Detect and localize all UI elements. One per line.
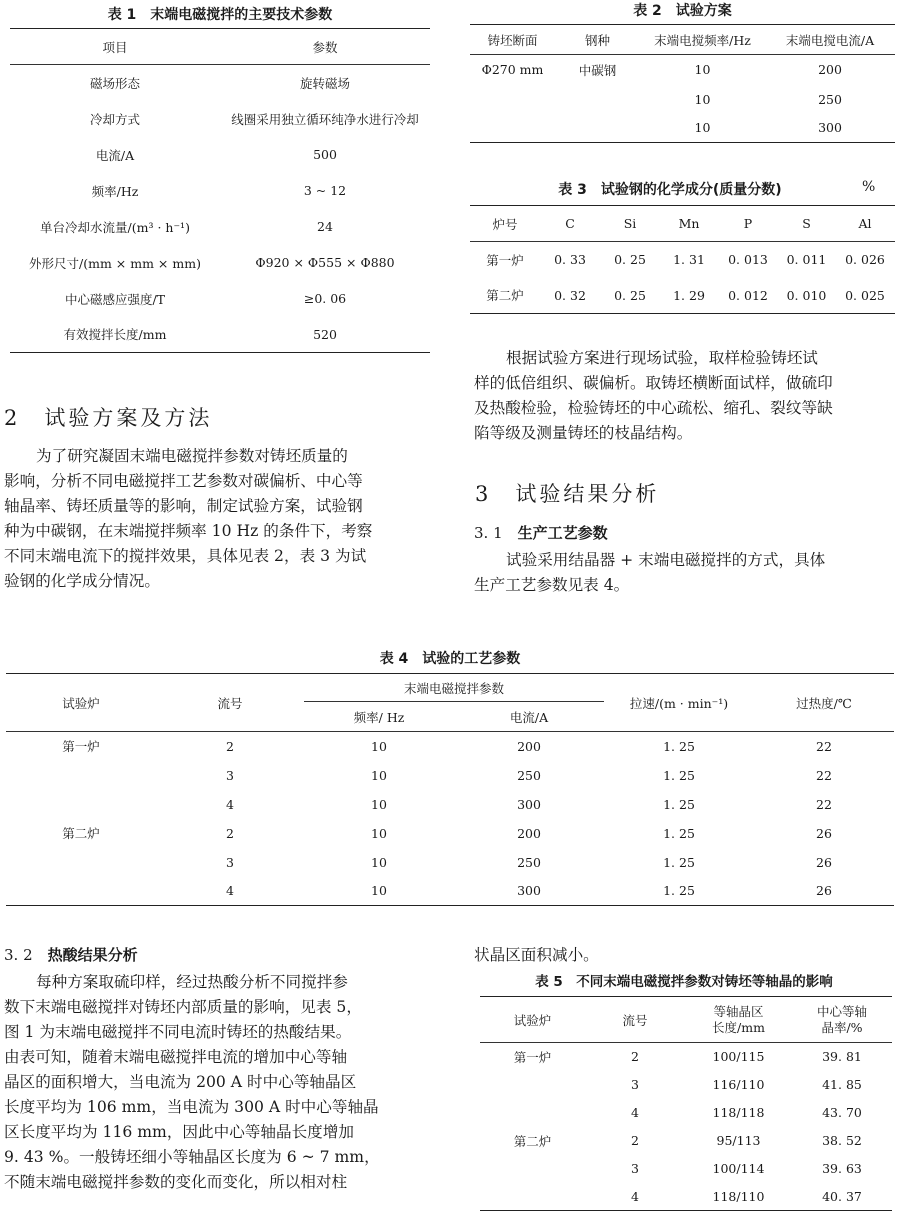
table2-cell: 300 — [818, 120, 842, 136]
table3-cell: 0. 33 — [554, 252, 586, 268]
table2-header-cell: 钢种 — [584, 32, 610, 48]
table4-cell: 22 — [816, 767, 832, 783]
paragraph-line: 及热酸检验，检验铸坯的中心疏松、缩孔、裂纹等缺 — [474, 399, 833, 417]
section32-title: 热酸结果分析 — [47, 946, 138, 964]
table2-cell — [470, 85, 555, 114]
table2-cell: 10 — [694, 91, 711, 107]
table3-cell: 0. 25 — [614, 252, 646, 268]
table3-cell: 第二炉 — [486, 288, 524, 304]
table5-cell — [480, 1099, 585, 1127]
table1 — [10, 28, 430, 353]
table4-cell — [6, 877, 156, 906]
paragraph-line: 验钢的化学成分情况。 — [4, 572, 160, 590]
table3-unit: % — [862, 179, 876, 195]
section31-paragraph — [474, 548, 900, 598]
table1-cell: 3 ~ 12 — [303, 183, 347, 198]
table3-header-cell: P — [743, 216, 753, 231]
table1-cell: 电流/A — [95, 147, 135, 163]
section3-heading: 3 试验结果分析 — [475, 482, 660, 506]
table4-cell: 4 — [226, 796, 234, 812]
table1-header-cell: 项目 — [102, 39, 128, 55]
table4-header-cell: 电流/A — [509, 709, 549, 725]
paragraph-line: 数下末端电磁搅拌对铸坯内部质量的影响，见表 5， — [4, 998, 362, 1016]
paragraph-line: 样的低倍组织、碳偏析。取铸坯横断面试样，做硫印 — [474, 374, 833, 392]
table5-header-cell — [792, 997, 892, 1043]
table4-cell: 2 — [226, 738, 234, 754]
section31-number: 3. 1 — [474, 524, 503, 542]
table5-header-row — [480, 997, 892, 1043]
table-row — [480, 1071, 892, 1099]
table2-cell: 中碳钢 — [578, 62, 617, 78]
table1-header-cell: 参数 — [312, 39, 338, 55]
table4-cell: 200 — [517, 738, 541, 754]
table-row — [10, 281, 430, 317]
table-row — [10, 137, 430, 173]
table5-cell: 43. 70 — [822, 1105, 862, 1120]
section32-continuation — [474, 943, 900, 968]
table5-cell: 39. 63 — [822, 1161, 862, 1176]
table5-header-line: 晶率/% — [821, 1019, 863, 1035]
table5 — [480, 996, 892, 1211]
table1-cell: 频率/Hz — [91, 183, 139, 199]
table4-cell: 1. 25 — [663, 796, 695, 812]
table4-cell: 1. 25 — [663, 883, 695, 899]
table4-cell: 250 — [517, 767, 541, 783]
table4-group-header: 末端电磁搅拌参数 — [304, 674, 604, 702]
table5-cell: 4 — [631, 1188, 639, 1204]
table4-cell: 1. 25 — [663, 738, 695, 754]
table5-caption: 表 5 不同末端电磁搅拌参数对铸坯等轴晶的影响 — [535, 974, 833, 990]
table4-cell: 1. 25 — [663, 767, 695, 783]
table3-cell: 0. 025 — [845, 287, 885, 303]
table4-header-row — [6, 674, 894, 702]
table2-header-cell: 末端电搅频率/Hz — [654, 32, 751, 48]
table-row — [480, 1127, 892, 1155]
paragraph-line: 陷等级及测量铸坯的枝晶结构。 — [474, 424, 693, 442]
paragraph-line: 影响，分析不同电磁搅拌工艺参数对碳偏析、中心等 — [4, 472, 363, 490]
table4-cell: 200 — [517, 825, 541, 841]
table4-caption: 表 4 试验的工艺参数 — [379, 651, 521, 667]
table3-cell: 1. 29 — [673, 287, 705, 303]
table3-header-cell: Mn — [678, 216, 700, 231]
table1-cell: 500 — [313, 147, 337, 162]
table4-cell: 300 — [517, 883, 541, 899]
table-row — [470, 278, 895, 314]
table4 — [6, 673, 894, 906]
paragraph-line: 试验采用结晶器 + 末端电磁搅拌的方式，具体 — [506, 551, 826, 569]
table3-cell: 1. 31 — [673, 252, 705, 268]
paragraph-line: 9. 43 %。一般铸坯细小等轴晶区长度为 6 ~ 7 mm， — [4, 1148, 380, 1166]
table5-cell: 第一炉 — [513, 1049, 552, 1065]
table5-header-line: 长度/mm — [712, 1019, 765, 1035]
table4-cell — [6, 848, 156, 877]
table3-caption: 表 3 试验钢的化学成分(质量分数) — [558, 182, 782, 198]
table-row — [480, 1043, 892, 1071]
table5-cell: 39. 81 — [822, 1049, 862, 1065]
table5-cell: 4 — [631, 1105, 639, 1120]
table5-cell: 100/115 — [712, 1049, 765, 1065]
table5-cell: 2 — [631, 1133, 639, 1148]
table4-cell: 第一炉 — [62, 739, 100, 755]
section32-number: 3. 2 — [4, 946, 33, 964]
table5-cell: 100/114 — [712, 1161, 765, 1176]
table5-header-cell — [685, 997, 792, 1043]
table-row — [10, 101, 430, 137]
table3-header-cell: 炉号 — [492, 216, 518, 232]
paragraph-line: 轴晶率、铸坯质量等的影响，制定试验方案，试验钢 — [4, 497, 363, 515]
paragraph-line: 不随末端电磁搅拌参数的变化而变化，所以相对柱 — [4, 1173, 348, 1191]
table4-cell: 4 — [226, 883, 234, 899]
table4-cell: 2 — [226, 825, 234, 841]
table3-cell: 0. 012 — [728, 287, 768, 303]
table4-cell: 3 — [226, 767, 234, 783]
table2-cell: 200 — [818, 62, 842, 78]
table4-cell: 1. 25 — [663, 825, 695, 841]
table4-cell: 300 — [517, 796, 541, 812]
table-row — [470, 55, 895, 85]
section32-heading — [4, 944, 138, 965]
table3-header-cell: S — [802, 216, 811, 231]
table3-header-cell: C — [565, 216, 575, 231]
table1-caption: 表 1 末端电磁搅拌的主要技术参数 — [107, 7, 333, 23]
table4-cell: 10 — [371, 825, 387, 841]
table2-cell — [555, 85, 640, 114]
table-row — [6, 761, 894, 790]
table5-cell — [480, 1155, 585, 1183]
table5-header-cell: 试验炉 — [513, 1012, 552, 1028]
table-row — [480, 1155, 892, 1183]
table5-cell: 38. 52 — [822, 1133, 862, 1148]
paragraph-line: 图 1 为末端电磁搅拌不同电流时铸坯的热酸结果。 — [4, 1023, 352, 1041]
table-row — [470, 114, 895, 143]
table2 — [470, 24, 895, 143]
table1-cell: 磁场形态 — [89, 75, 140, 91]
table4-header-cell: 过热度/℃ — [796, 695, 852, 711]
table5-cell: 40. 37 — [822, 1188, 862, 1204]
table5-cell: 41. 85 — [822, 1077, 862, 1092]
table-row — [10, 245, 430, 281]
table2-header-cell: 铸坯断面 — [487, 32, 538, 48]
table-row — [6, 877, 894, 906]
section31-title: 生产工艺参数 — [517, 524, 608, 542]
table4-cell: 第二炉 — [62, 826, 100, 841]
table5-header-cell: 流号 — [622, 1012, 648, 1028]
table3-cell: 0. 013 — [728, 252, 768, 268]
table4-header-cell: 频率/ Hz — [353, 709, 405, 725]
table3-cell: 0. 32 — [554, 287, 586, 303]
table5-header-line: 中心等轴 — [816, 1003, 867, 1019]
table3-cell: 0. 011 — [786, 252, 827, 268]
paragraph-line: 根据试验方案进行现场试验，取样检验铸坯试 — [506, 349, 818, 367]
table5-cell — [480, 1183, 585, 1211]
table5-cell: 第二炉 — [513, 1133, 552, 1149]
paragraph-line: 不同末端电流下的搅拌效果，具体见表 2，表 3 为试 — [4, 547, 367, 565]
table4-header-cell: 拉速/(m · min⁻¹) — [629, 695, 729, 711]
table5-cell: 95/113 — [716, 1133, 761, 1148]
table1-cell: 旋转磁场 — [299, 75, 350, 91]
table2-header-row — [470, 25, 895, 55]
paragraph-line: 生产工艺参数见表 4。 — [474, 576, 630, 594]
paragraph-line: 区长度平均为 116 mm，因此中心等轴晶长度增加 — [4, 1123, 354, 1141]
table3-cell: 0. 25 — [614, 287, 646, 303]
table3-header-cell: Al — [858, 216, 872, 231]
table1-cell: 中心磁感应强度/T — [64, 291, 166, 307]
table5-header-line: 等轴晶区 — [713, 1003, 764, 1019]
table5-cell: 3 — [631, 1161, 639, 1176]
table3-header-row — [470, 206, 895, 242]
table-row — [470, 242, 895, 278]
paragraph-line: 由表可知，随着末端电磁搅拌电流的增加中心等轴 — [4, 1048, 348, 1066]
table4-cell: 26 — [816, 883, 832, 899]
table4-cell — [6, 761, 156, 790]
table4-header-cell: 试验炉 — [62, 695, 100, 711]
table1-header-row — [10, 29, 430, 65]
table-row — [480, 1183, 892, 1211]
section31-heading — [474, 522, 608, 543]
table4-cell: 10 — [371, 738, 387, 754]
table5-cell: 118/118 — [712, 1105, 765, 1120]
table1-cell: 有效搅拌长度/mm — [63, 327, 167, 343]
table2-cell — [470, 114, 555, 143]
table-row — [480, 1099, 892, 1127]
paragraph-line: 晶区的面积增大，当电流为 200 A 时中心等轴晶区 — [4, 1073, 357, 1091]
table4-cell: 10 — [371, 767, 387, 783]
section32-paragraph — [4, 970, 436, 1195]
table4-cell: 26 — [816, 854, 832, 870]
paragraph-line: 种为中碳钢，在末端搅拌频率 10 Hz 的条件下，考察 — [4, 522, 373, 540]
table2-cell: Φ270 mm — [481, 62, 544, 78]
table-row — [6, 848, 894, 877]
table1-cell: 线圈采用独立循环纯净水进行冷却 — [231, 111, 419, 127]
table1-cell: Φ920 × Φ555 × Φ880 — [255, 255, 395, 270]
table4-cell: 10 — [371, 854, 387, 870]
section2-heading: 2 试验方案及方法 — [4, 406, 213, 430]
table4-cell — [6, 790, 156, 819]
paragraph-line: 长度平均为 106 mm，当电流为 300 A 时中心等轴晶 — [4, 1098, 379, 1116]
table5-cell: 3 — [631, 1077, 639, 1092]
table2-caption: 表 2 试验方案 — [633, 3, 732, 19]
section2-paragraph — [4, 444, 436, 594]
table3-cell: 第一炉 — [486, 252, 524, 268]
table-row — [6, 790, 894, 819]
table1-cell: 冷却方式 — [89, 111, 140, 127]
table2-cell: 10 — [694, 120, 711, 136]
table5-cell: 2 — [631, 1049, 639, 1065]
table4-cell: 3 — [226, 854, 234, 870]
table4-cell: 10 — [371, 796, 387, 812]
table-row — [470, 85, 895, 114]
table4-cell: 250 — [517, 854, 541, 870]
table3 — [470, 205, 895, 314]
paragraph-line: 为了研究凝固末端电磁搅拌参数对铸坯质量的 — [36, 447, 348, 465]
table-row — [10, 317, 430, 353]
table-row — [10, 209, 430, 245]
table3-cell: 0. 010 — [786, 287, 827, 303]
table2-header-cell: 末端电搅电流/A — [785, 32, 875, 48]
table1-cell: 24 — [317, 219, 333, 234]
table2-cell — [555, 114, 640, 143]
table4-cell: 10 — [371, 883, 387, 899]
table3-header-cell: Si — [623, 216, 637, 231]
table2-cell: 250 — [818, 91, 842, 107]
table-row — [10, 173, 430, 209]
table4-header-cell: 流号 — [217, 695, 243, 711]
table4-cell: 1. 25 — [663, 854, 695, 870]
table4-cell: 22 — [816, 796, 832, 812]
table5-cell: 116/110 — [712, 1077, 765, 1092]
table1-cell: 外形尺寸/(mm × mm × mm) — [29, 255, 201, 271]
table1-cell: ≥0. 06 — [303, 291, 347, 306]
table-row — [10, 65, 430, 101]
table1-cell: 520 — [313, 326, 337, 342]
table3-cell: 0. 026 — [845, 252, 885, 268]
table5-cell — [480, 1071, 585, 1099]
table-row — [6, 732, 894, 761]
table4-cell: 26 — [816, 825, 832, 841]
table2-cell: 10 — [694, 62, 711, 78]
paragraph-line: 每种方案取硫印样，经过热酸分析不同搅拌参 — [36, 973, 348, 991]
table1-cell: 单台冷却水流量/(m³ · h⁻¹) — [40, 219, 190, 235]
table-row — [6, 819, 894, 848]
table4-cell: 22 — [816, 738, 832, 754]
table5-cell: 118/110 — [712, 1188, 765, 1204]
paragraph-line: 状晶区面积减小。 — [474, 946, 599, 964]
right-paragraph — [474, 346, 900, 446]
